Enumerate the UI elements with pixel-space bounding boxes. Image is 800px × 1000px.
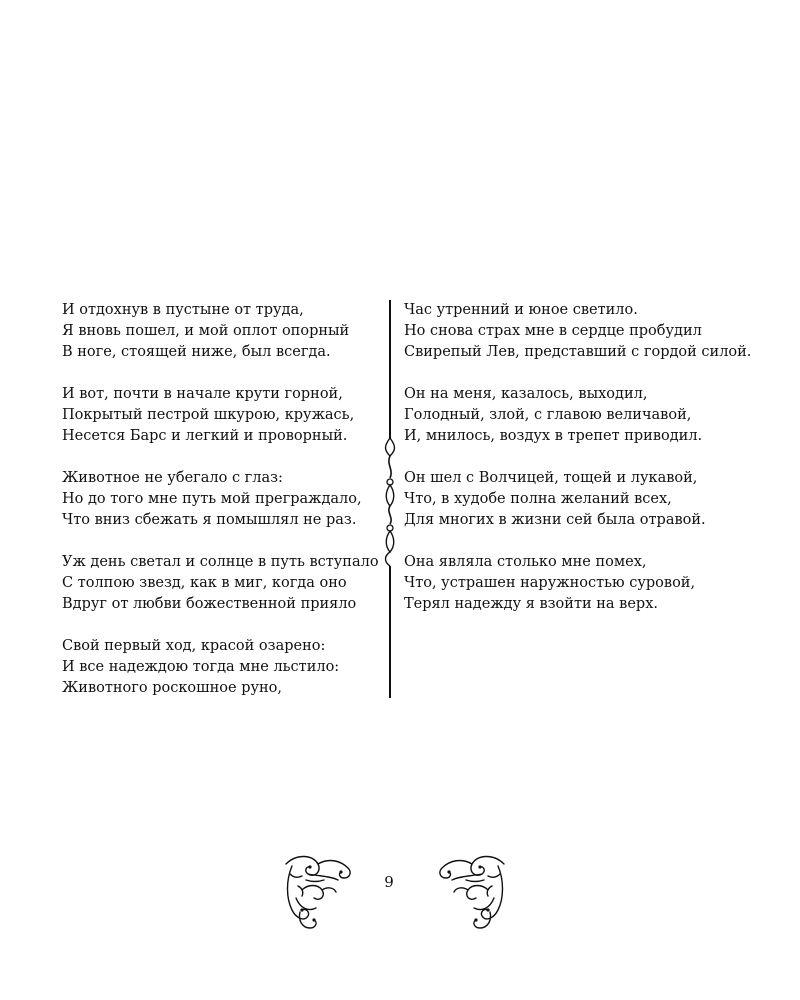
- poem-line: Что, устрашен наружностью суровой,: [404, 575, 696, 591]
- poem-line: Для многих в жизни сей была отравой.: [404, 512, 706, 528]
- poem-line: Но снова страх мне в сердце пробудил: [404, 323, 702, 339]
- left-stanza: [62, 636, 372, 699]
- column-divider-ornament: [380, 300, 400, 698]
- poem-line: Свой первый ход, красой озарено:: [62, 638, 326, 654]
- poem-line: Он на меня, казалось, выходил,: [404, 386, 648, 402]
- poem-line: И, мнилось, воздух в трепет приводил.: [404, 428, 703, 444]
- right-stanza: [404, 384, 764, 447]
- poem-line: Терял надежду я взойти на верх.: [404, 596, 658, 612]
- poem-line: И все надеждою тогда мне льстило:: [62, 659, 340, 675]
- poem-line: Несется Барс и легкий и проворный.: [62, 428, 348, 444]
- poem-line: Она являла столько мне помех,: [404, 554, 647, 570]
- acanthus-scroll-ornament-icon: [278, 850, 360, 932]
- page-number: 9: [384, 873, 394, 891]
- poem-line: Что вниз сбежать я помышлял не раз.: [62, 512, 357, 528]
- poem-right-column: [404, 300, 764, 636]
- poem-line: Свирепый Лев, представший с гордой силой.: [404, 344, 752, 360]
- right-stanza: [404, 552, 764, 615]
- right-stanza: [404, 300, 764, 363]
- poem-line: И отдохнув в пустыне от труда,: [62, 302, 304, 318]
- poem-line: Уж день светал и солнце в путь вступало: [62, 554, 379, 570]
- poem-line: Животного роскошное руно,: [62, 680, 283, 696]
- acanthus-scroll-ornament-icon: [430, 850, 512, 932]
- poem-line: Я вновь пошел, и мой оплот опорный: [62, 323, 350, 339]
- left-stanza: [62, 468, 372, 531]
- poem-line: Что, в худобе полна желаний всех,: [404, 491, 672, 507]
- poem-line: В ноге, стоящей ниже, был всегда.: [62, 344, 331, 360]
- poem-line: Час утренний и юное светило.: [404, 302, 638, 318]
- poem-line: Вдруг от любви божественной прияло: [62, 596, 357, 612]
- poem-left-column: [62, 300, 379, 720]
- poem-line: С толпою звезд, как в миг, когда оно: [62, 575, 347, 591]
- poem-line: Голодный, злой, с главою величавой,: [404, 407, 692, 423]
- right-stanza: [404, 468, 764, 531]
- left-stanza: [62, 552, 379, 615]
- poem-line: Но до того мне путь мой преграждало,: [62, 491, 362, 507]
- left-stanza: [62, 384, 372, 447]
- left-stanza: [62, 300, 372, 363]
- poem-line: Он шел с Волчицей, тощей и лукавой,: [404, 470, 698, 486]
- poem-line: Животное не убегало с глаз:: [62, 470, 283, 486]
- poem-line: И вот, почти в начале крути горной,: [62, 386, 343, 402]
- poem-line: Покрытый пестрой шкурою, кружась,: [62, 407, 355, 423]
